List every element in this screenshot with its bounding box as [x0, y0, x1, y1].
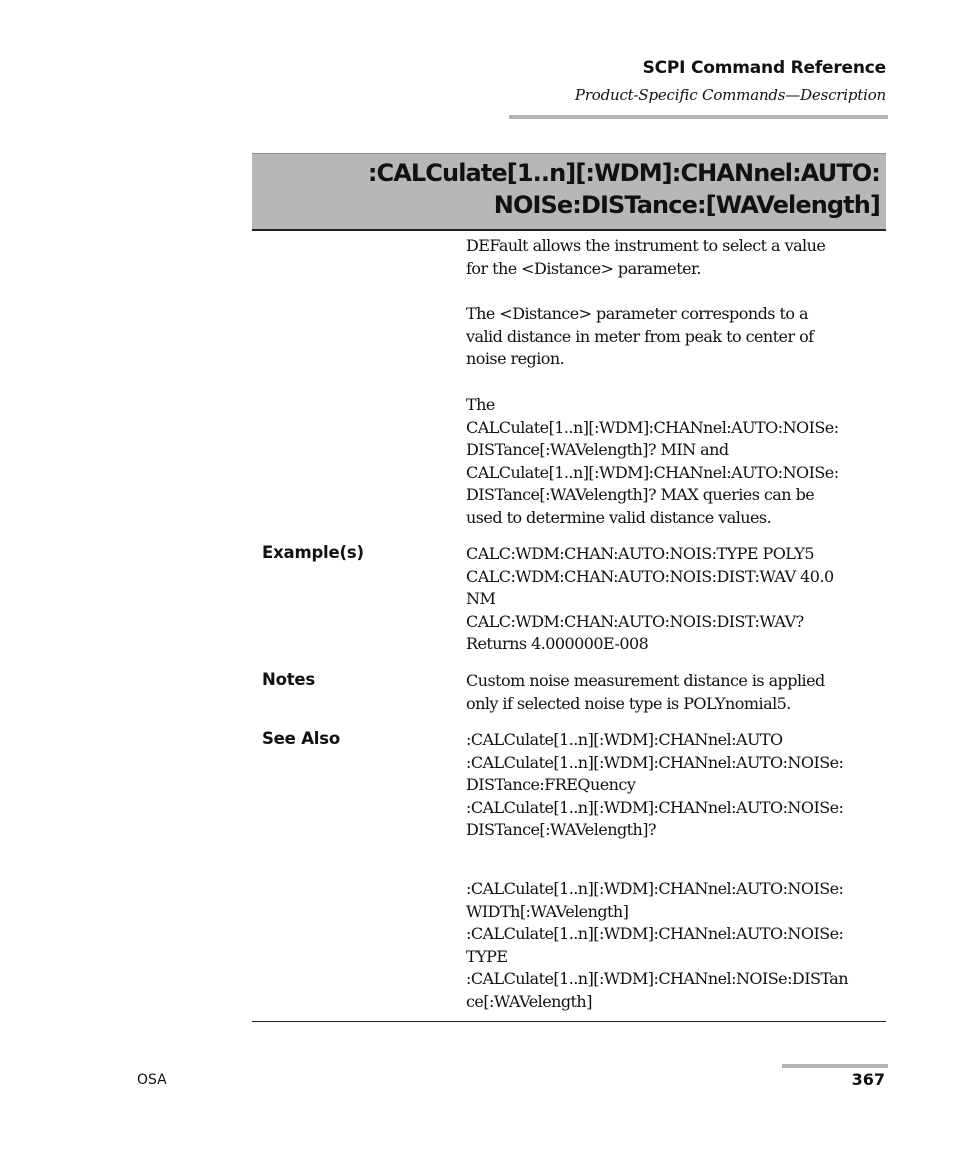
page-number: 367 [851, 1070, 885, 1089]
example-line: CALC:WDM:CHAN:AUTO:NOIS:DIST:WAV? [466, 611, 804, 631]
see-also-line: :CALCulate[1..n][:WDM]:CHANnel:AUTO:NOISe: [466, 924, 844, 944]
text-line: DISTance[:WAVelength]? MAX queries can be [466, 485, 815, 505]
command-title-line-2: NOISe:DISTance:[WAVelength] [493, 191, 880, 219]
command-title-banner [252, 153, 886, 231]
text-line: The [466, 395, 495, 414]
example-line: CALC:WDM:CHAN:AUTO:NOIS:TYPE POLY5 [466, 544, 814, 563]
header-rule [509, 115, 888, 119]
description-paragraph-2 [466, 303, 886, 371]
see-also-line: DISTance:FREQuency [466, 775, 636, 795]
footer-product-name: OSA [137, 1072, 167, 1088]
description-paragraph-1 [466, 235, 886, 280]
text-line: The <Distance> parameter corresponds to a [466, 304, 808, 323]
running-header-title: SCPI Command Reference [642, 58, 886, 78]
see-also-label: See Also [262, 729, 340, 748]
example-line: CALC:WDM:CHAN:AUTO:NOIS:DIST:WAV 40.0 [466, 566, 834, 586]
notes-content [466, 670, 886, 715]
see-also-line: DISTance[:WAVelength]? [466, 820, 656, 840]
see-also-group-1 [466, 729, 886, 842]
see-also-line: :CALCulate[1..n][:WDM]:CHANnel:AUTO:NOISe: [466, 752, 844, 772]
command-title-line-1: :CALCulate[1..n][:WDM]:CHANnel:AUTO: [367, 159, 880, 187]
see-also-line: :CALCulate[1..n][:WDM]:CHANnel:AUTO [466, 730, 783, 749]
section-bottom-rule [252, 1021, 886, 1022]
text-line: DEFault allows the instrument to select a value [466, 236, 826, 255]
see-also-line: :CALCulate[1..n][:WDM]:CHANnel:AUTO:NOISe: [466, 879, 844, 898]
see-also-group-2 [466, 878, 886, 1014]
notes-label: Notes [262, 670, 316, 689]
text-line: valid distance in meter from peak to center of [466, 326, 814, 346]
text-line: only if selected noise type is POLYnomial5. [466, 693, 791, 713]
example-line: Returns 4.000000E-008 [466, 634, 649, 654]
text-line: used to determine valid distance values. [466, 507, 772, 527]
examples-content [466, 543, 886, 656]
see-also-line: ce[:WAVelength] [466, 991, 592, 1011]
example-line: NM [466, 589, 496, 609]
see-also-line: TYPE [466, 946, 508, 966]
see-also-line: :CALCulate[1..n][:WDM]:CHANnel:NOISe:DISTan [466, 969, 848, 989]
see-also-line: :CALCulate[1..n][:WDM]:CHANnel:AUTO:NOISe: [466, 797, 844, 817]
running-header [575, 58, 886, 104]
description-paragraph-3 [466, 394, 886, 530]
examples-label: Example(s) [262, 543, 364, 562]
footer-rule [782, 1064, 888, 1068]
text-line: Custom noise measurement distance is applied [466, 671, 825, 690]
see-also-line: WIDTh[:WAVelength] [466, 901, 629, 921]
text-line: noise region. [466, 349, 565, 369]
running-header-subtitle: Product-Specific Commands—Description [574, 86, 886, 104]
text-line: CALCulate[1..n][:WDM]:CHANnel:AUTO:NOISe: [466, 417, 839, 437]
text-line: for the <Distance> parameter. [466, 258, 701, 278]
text-line: DISTance[:WAVelength]? MIN and [466, 440, 729, 460]
text-line: CALCulate[1..n][:WDM]:CHANnel:AUTO:NOISe: [466, 462, 839, 482]
